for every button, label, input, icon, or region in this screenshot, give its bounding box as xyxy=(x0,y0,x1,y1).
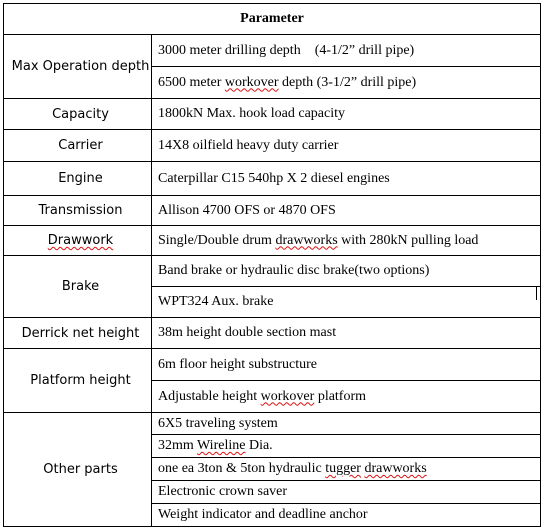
row-value: one ea 3ton & 5ton hydraulic tugger drawworks xyxy=(152,458,541,481)
row-label-capacity: Capacity xyxy=(4,99,152,130)
row-value: Electronic crown saver xyxy=(152,481,541,504)
row-label-transmission: Transmission xyxy=(4,196,152,226)
row-value: Band brake or hydraulic disc brake(two options) xyxy=(152,256,541,287)
header-row xyxy=(4,4,541,35)
table-header: Parameter xyxy=(4,4,541,35)
row-value: 38m height double section mast xyxy=(152,318,541,349)
parameter-table xyxy=(3,3,541,527)
row-value: Single/Double drum drawworks with 280kN pulling load xyxy=(152,226,541,256)
row-value: 6m floor height substructure xyxy=(152,349,541,381)
row-label-drawwork: Drawwork xyxy=(4,226,152,256)
row-label-engine: Engine xyxy=(4,162,152,196)
table-row xyxy=(4,196,541,226)
table-row xyxy=(4,162,541,196)
table-row xyxy=(4,318,541,349)
table-row xyxy=(4,99,541,130)
row-value: Weight indicator and deadline anchor xyxy=(152,504,541,527)
border-tick xyxy=(536,286,537,300)
row-label-carrier: Carrier xyxy=(4,130,152,162)
row-value: 3000 meter drilling depth (4-1/2” drill pipe) xyxy=(152,35,541,67)
row-value: Allison 4700 OFS or 4870 OFS xyxy=(152,196,541,226)
row-value: 1800kN Max. hook load capacity xyxy=(152,99,541,130)
row-value: 6500 meter workover depth (3-1/2” drill pipe) xyxy=(152,67,541,99)
table-row xyxy=(4,349,541,381)
row-label-other-parts: Other parts xyxy=(4,413,152,527)
table-row xyxy=(4,413,541,435)
table-row xyxy=(4,226,541,256)
table-row xyxy=(4,256,541,287)
row-value: 32mm Wireline Dia. xyxy=(152,435,541,458)
row-value: 6X5 traveling system xyxy=(152,413,541,435)
table-row xyxy=(4,35,541,67)
row-value: 14X8 oilfield heavy duty carrier xyxy=(152,130,541,162)
row-label-max-operation-depth: Max Operation depth xyxy=(4,35,152,99)
row-value: WPT324 Aux. brake xyxy=(152,287,541,318)
row-label-platform-height: Platform height xyxy=(4,349,152,413)
row-value: Adjustable height workover platform xyxy=(152,381,541,413)
table-row xyxy=(4,130,541,162)
row-label-derrick-net-height: Derrick net height xyxy=(4,318,152,349)
row-value: Caterpillar C15 540hp X 2 diesel engines xyxy=(152,162,541,196)
row-label-brake: Brake xyxy=(4,256,152,318)
